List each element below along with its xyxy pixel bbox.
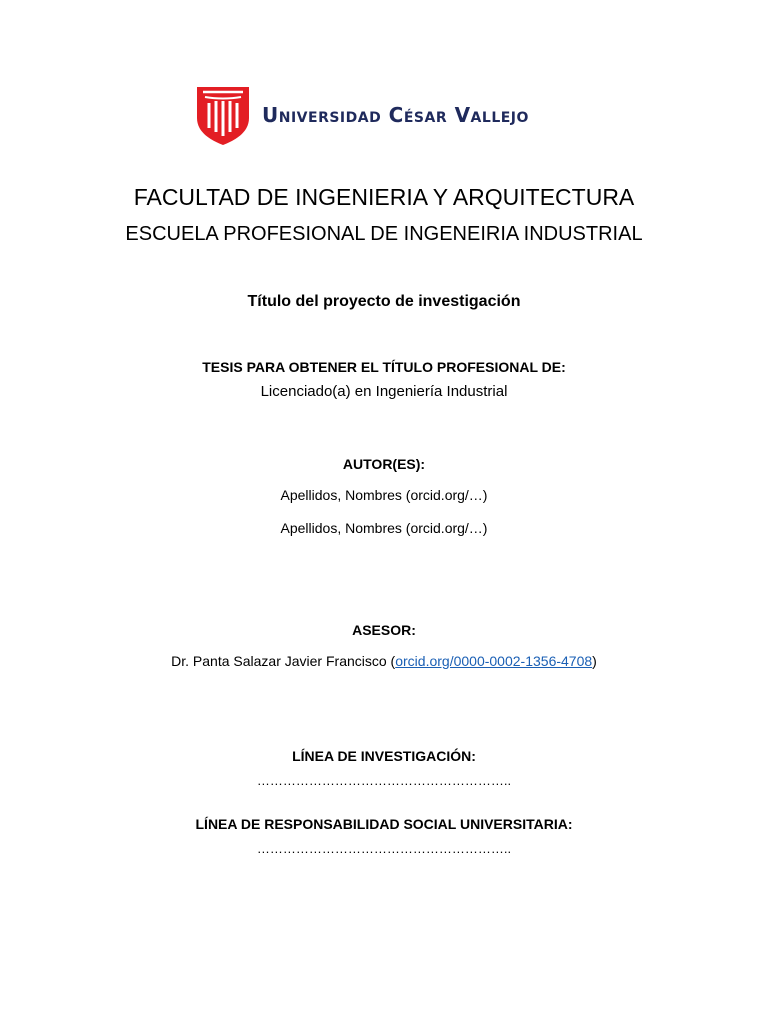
advisor-orcid-link[interactable]: orcid.org/0000-0002-1356-4708 (395, 653, 593, 669)
university-logo (196, 86, 529, 146)
advisor-name (0, 653, 768, 669)
degree-name: Licenciado(a) en Ingeniería Industrial (260, 383, 508, 400)
school-title: ESCUELA PROFESIONAL DE INGENEIRIA INDUSTRIAL (125, 223, 643, 245)
author-item: Apellidos, Nombres (orcid.org/…) (280, 487, 488, 503)
thesis-heading: TESIS PARA OBTENER EL TÍTULO PROFESIONAL DE: (202, 359, 566, 375)
university-shield-icon (196, 86, 250, 146)
author-item: Apellidos, Nombres (orcid.org/…) (280, 520, 488, 536)
social-line-value: ………………………………………………….. (256, 841, 512, 856)
advisor-heading: ASESOR: (352, 622, 416, 638)
research-line-heading: LÍNEA DE INVESTIGACIÓN: (292, 748, 476, 764)
faculty-title: FACULTAD DE INGENIERIA Y ARQUITECTURA (133, 184, 635, 210)
advisor-name-text: Dr. Panta Salazar Javier Francisco ( (171, 653, 396, 669)
project-title: Título del proyecto de investigación (247, 293, 521, 310)
research-line-value: ………………………………………………….. (256, 773, 512, 788)
advisor-name-suffix: ) (592, 653, 597, 669)
university-name: Universidad César Vallejo (262, 103, 529, 127)
social-line-heading: LÍNEA DE RESPONSABILIDAD SOCIAL UNIVERSITARIA: (195, 816, 573, 832)
authors-heading: AUTOR(ES): (342, 456, 426, 472)
